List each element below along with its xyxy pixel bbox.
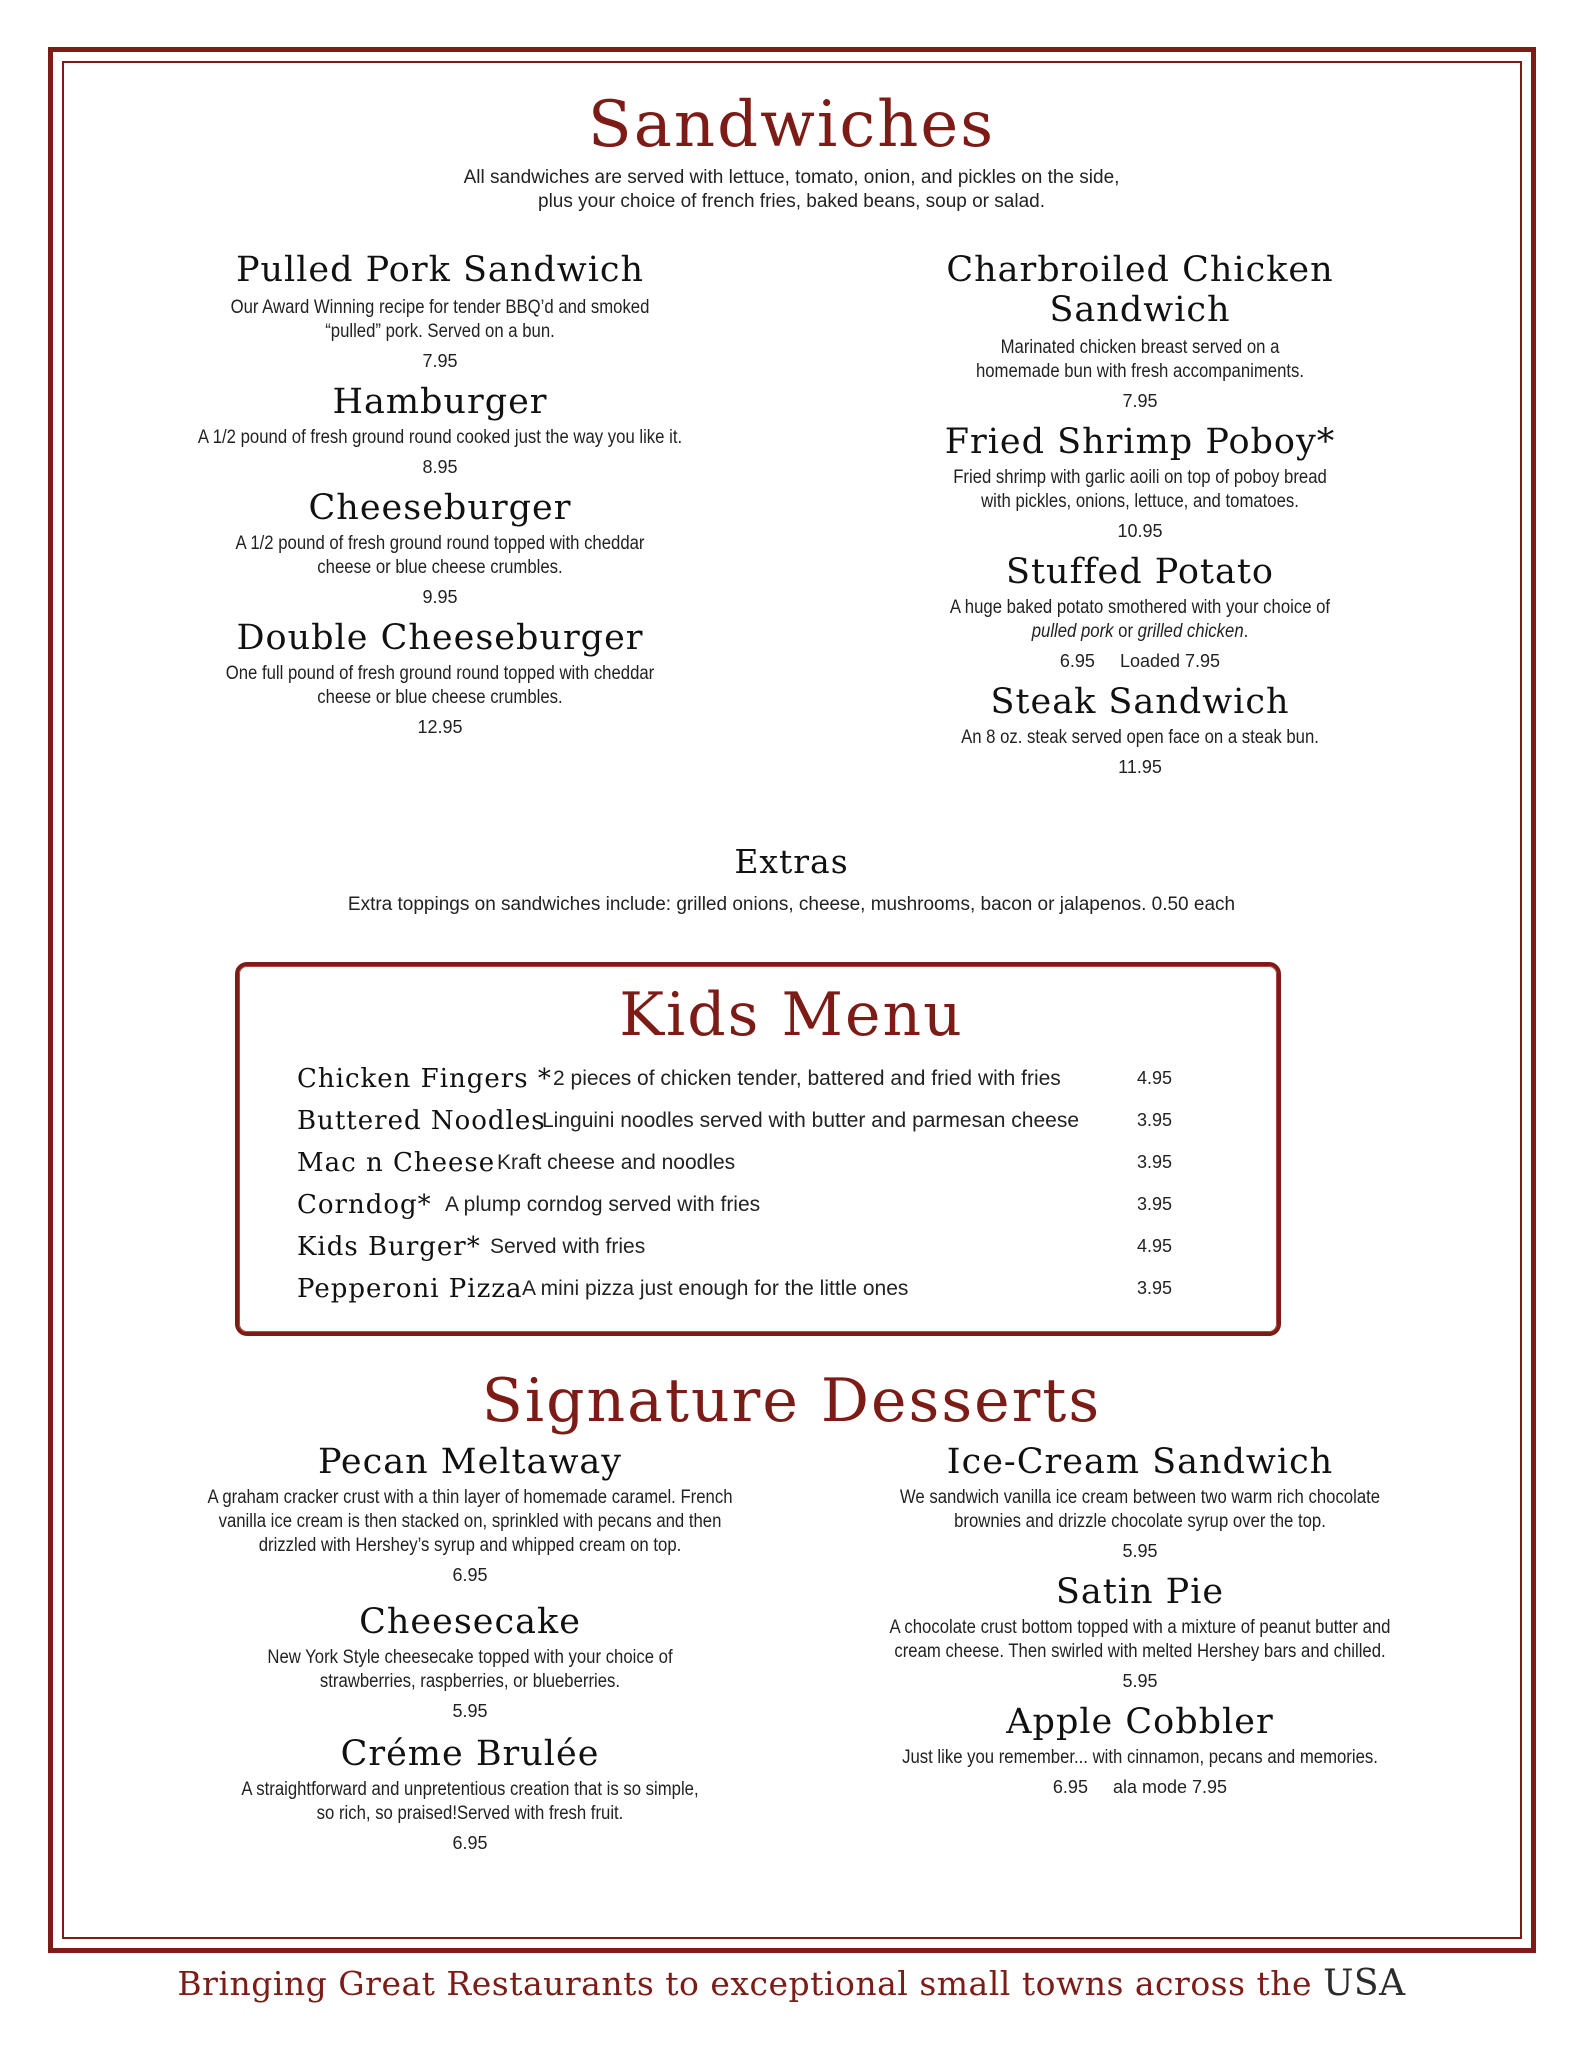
footer-text: Bringing Great Restaurants to exceptional small towns across the <box>177 1964 1324 2003</box>
item-price: 7.95 <box>422 351 458 371</box>
item-desc: A straightforward and unpretentious creation that is so simple, so rich, so praised!Served with fresh fruit. <box>241 1779 699 1824</box>
kids-menu-title: Kids Menu <box>619 980 964 1050</box>
sandwiches-title: Sandwiches <box>587 88 996 162</box>
kids-item-price: 3.95 <box>1137 1194 1173 1214</box>
item-name: Stuffed Potato <box>1005 552 1274 592</box>
menu-item <box>820 1572 1460 1692</box>
kids-item-name: Kids Burger* <box>297 1232 481 1262</box>
menu-item <box>820 1702 1460 1798</box>
menu-item <box>140 1442 800 1586</box>
item-desc: A huge baked potato smothered with your choice of pulled pork or grilled chicken. <box>949 597 1331 642</box>
item-name: Hamburger <box>332 382 548 422</box>
item-price: 6.95 Loaded 7.95 <box>1059 651 1221 671</box>
kids-item-desc: A mini pizza just enough for the little ones <box>522 1277 909 1300</box>
kids-item-name: Corndog* <box>297 1190 432 1220</box>
item-price: 6.95 ala mode 7.95 <box>1052 1777 1228 1797</box>
sandwiches-intro <box>0 166 1583 214</box>
footer-usa: USA <box>1323 1963 1406 2004</box>
desserts-left-column <box>140 1442 800 1854</box>
item-price: 5.95 <box>1122 1671 1158 1691</box>
kids-item <box>297 1190 1197 1226</box>
item-name: Charbroiled Chicken Sandwich <box>946 250 1334 330</box>
item-name: Double Cheeseburger <box>236 618 644 658</box>
kids-item-desc: Served with fries <box>490 1235 646 1258</box>
item-name: Satin Pie <box>1055 1572 1225 1612</box>
item-price: 12.95 <box>417 717 463 737</box>
menu-item <box>140 618 740 738</box>
item-desc: A chocolate crust bottom topped with a mixture of peanut butter and cream cheese. Then swirled with melted Hershey bars and chilled. <box>889 1617 1391 1662</box>
kids-item <box>297 1106 1197 1142</box>
item-price: 8.95 <box>422 457 458 477</box>
item-desc: A 1/2 pound of fresh ground round topped with cheddar cheese or blue cheese crumbles. <box>235 533 645 578</box>
item-price: 7.95 <box>1122 391 1158 411</box>
menu-item <box>140 1602 800 1722</box>
item-name: Créme Brulée <box>340 1734 600 1774</box>
kids-item-name: Buttered Noodles <box>297 1106 546 1136</box>
kids-item-desc: Kraft cheese and noodles <box>497 1151 736 1174</box>
menu-item <box>140 250 740 372</box>
menu-item <box>140 382 740 478</box>
intro-line-2: plus your choice of french fries, baked beans, soup or salad. <box>538 191 1045 212</box>
item-desc: Our Award Winning recipe for tender BBQ’d and smoked “pulled” pork. Served on a bun. <box>230 297 650 342</box>
sandwiches-left-column <box>140 250 740 738</box>
kids-item-price: 4.95 <box>1137 1068 1173 1088</box>
item-name: Steak Sandwich <box>990 682 1290 722</box>
item-name: Pecan Meltaway <box>317 1442 623 1482</box>
footer-tagline <box>0 1963 1583 2004</box>
item-name: Fried Shrimp Poboy* <box>944 422 1336 462</box>
kids-item-desc: 2 pieces of chicken tender, battered and fried with fries <box>553 1067 1061 1090</box>
item-desc: One full pound of fresh ground round topped with cheddar cheese or blue cheese crumbles. <box>225 663 655 708</box>
item-price: 9.95 <box>422 587 458 607</box>
extras-text: Extra toppings on sandwiches include: grilled onions, cheese, mushrooms, bacon or jalapenos. 0.50 each <box>347 894 1236 915</box>
sandwiches-right-column <box>840 250 1440 778</box>
kids-item-name: Mac n Cheese <box>297 1148 496 1178</box>
item-name: Cheeseburger <box>308 488 572 528</box>
item-desc: A graham cracker crust with a thin layer of homemade caramel. French vanilla ice cream is then stacked on, sprinkled with pecans and then drizzled with Hershey’s syrup and whipped cream on top. <box>207 1487 733 1556</box>
menu-item <box>840 552 1440 672</box>
menu-item <box>820 1442 1460 1562</box>
item-desc: Marinated chicken breast served on a homemade bun with fresh accompaniments. <box>975 337 1305 382</box>
kids-item-price: 3.95 <box>1137 1278 1173 1298</box>
kids-item-desc: A plump corndog served with fries <box>445 1193 761 1216</box>
item-price: 5.95 <box>452 1701 488 1721</box>
kids-item-desc: Linguini noodles served with butter and parmesan cheese <box>542 1109 1080 1132</box>
kids-item-name: Chicken Fingers * <box>297 1064 552 1094</box>
kids-item <box>297 1064 1197 1100</box>
item-desc: Just like you remember... with cinnamon, pecans and memories. <box>902 1747 1378 1768</box>
kids-item <box>297 1232 1197 1268</box>
kids-item-price: 4.95 <box>1137 1236 1173 1256</box>
item-desc: An 8 oz. steak served open face on a steak bun. <box>961 727 1319 748</box>
kids-item-name: Pepperoni Pizza <box>297 1274 523 1304</box>
item-price: 6.95 <box>452 1833 488 1853</box>
desserts-right-column <box>820 1442 1460 1798</box>
item-price: 5.95 <box>1122 1541 1158 1561</box>
item-price: 6.95 <box>452 1565 488 1585</box>
menu-item <box>840 682 1440 778</box>
kids-item-price: 3.95 <box>1137 1152 1173 1172</box>
item-name: Ice-Cream Sandwich <box>946 1442 1334 1482</box>
kids-item <box>297 1274 1197 1310</box>
item-desc: New York Style cheesecake topped with your choice of strawberries, raspberries, or blueberries. <box>267 1647 673 1692</box>
menu-item <box>140 488 740 608</box>
menu-item <box>140 1734 800 1854</box>
item-name: Pulled Pork Sandwich <box>235 250 645 290</box>
extras-title: Extras <box>734 842 849 881</box>
menu-item <box>840 422 1440 542</box>
menu-item <box>840 250 1440 412</box>
desserts-title: Signature Desserts <box>481 1366 1102 1436</box>
item-desc: Fried shrimp with garlic aoili on top of poboy bread with pickles, onions, lettuce, and tomatoes. <box>953 467 1327 512</box>
item-price: 11.95 <box>1118 757 1162 777</box>
item-name: Apple Cobbler <box>1006 1702 1274 1742</box>
item-price: 10.95 <box>1117 521 1163 541</box>
item-desc: A 1/2 pound of fresh ground round cooked just the way you like it. <box>197 427 683 448</box>
item-desc: We sandwich vanilla ice cream between two warm rich chocolate brownies and drizzle chocolate syrup over the top. <box>899 1487 1381 1532</box>
kids-item <box>297 1148 1197 1184</box>
kids-item-price: 3.95 <box>1137 1110 1173 1130</box>
item-name: Cheesecake <box>359 1602 581 1642</box>
intro-line-1: All sandwiches are served with lettuce, tomato, onion, and pickles on the side, <box>463 167 1120 188</box>
